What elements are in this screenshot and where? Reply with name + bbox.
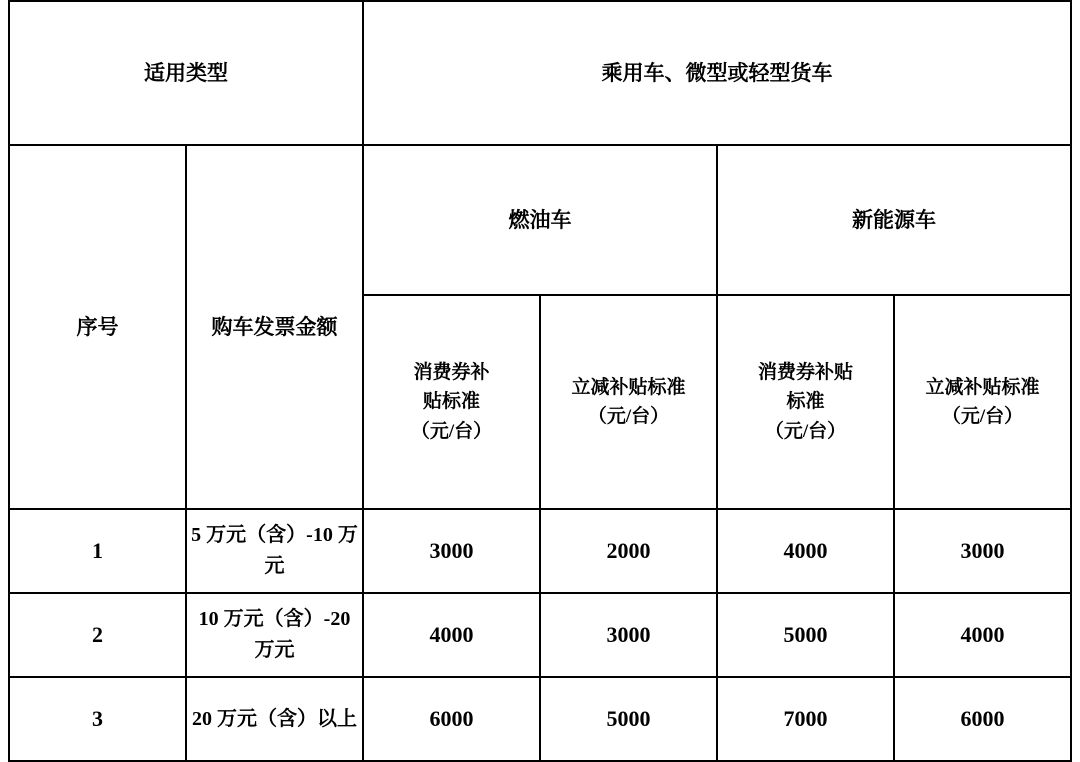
nev-coupon-header-line2: 标准 [786,391,825,413]
row-2-amount: 10 万元（含）-20 万元 [186,593,363,677]
fuel-coupon-header-line3: （元/台） [410,420,493,442]
row-2-nev-instant: 4000 [894,593,1071,677]
fuel-vehicle-group-header: 燃油车 [363,145,717,295]
row-1-amount: 5 万元（含）-10 万元 [186,509,363,593]
fuel-instant-header-line1: 立减补贴标准 [571,376,686,398]
nev-coupon-header-line3: （元/台） [764,420,847,442]
applicable-type-header: 适用类型 [9,1,363,145]
row-1-nev-instant: 3000 [894,509,1071,593]
nev-coupon-standard-header [717,295,894,509]
nev-coupon-header-line1: 消费券补贴 [757,361,853,383]
row-1-fuel-instant: 2000 [540,509,717,593]
table-row-header-top [9,1,1071,145]
row-2-fuel-instant: 3000 [540,593,717,677]
fuel-instant-header-line2: （元/台） [587,406,670,427]
row-3-nev-coupon: 7000 [717,677,894,761]
row-3-fuel-coupon: 6000 [363,677,540,761]
nev-instant-header-line2: （元/台） [941,406,1024,427]
fuel-coupon-header-line1: 消费券补 [413,361,490,383]
seq-header: 序号 [9,145,186,509]
invoice-amount-header: 购车发票金额 [186,145,363,509]
table-row [9,677,1071,761]
row-2-seq: 2 [9,593,186,677]
row-3-fuel-instant: 5000 [540,677,717,761]
table-row-group-header [9,145,1071,295]
fuel-coupon-header-line2: 贴标准 [422,391,480,413]
fuel-coupon-standard-header [363,295,540,509]
table-row [9,509,1071,593]
row-3-seq: 3 [9,677,186,761]
nev-vehicle-group-header: 新能源车 [717,145,1071,295]
row-3-amount: 20 万元（含）以上 [186,677,363,761]
row-3-nev-instant: 6000 [894,677,1071,761]
row-1-nev-coupon: 4000 [717,509,894,593]
table-row [9,593,1071,677]
row-1-seq: 1 [9,509,186,593]
row-2-fuel-coupon: 4000 [363,593,540,677]
nev-instant-header-line1: 立减补贴标准 [925,376,1040,398]
fuel-instant-standard-header [540,295,717,509]
row-1-fuel-coupon: 3000 [363,509,540,593]
row-2-nev-coupon: 5000 [717,593,894,677]
vehicle-scope-header: 乘用车、微型或轻型货车 [363,1,1071,145]
nev-instant-standard-header [894,295,1071,509]
subsidy-standards-table [8,0,1072,762]
